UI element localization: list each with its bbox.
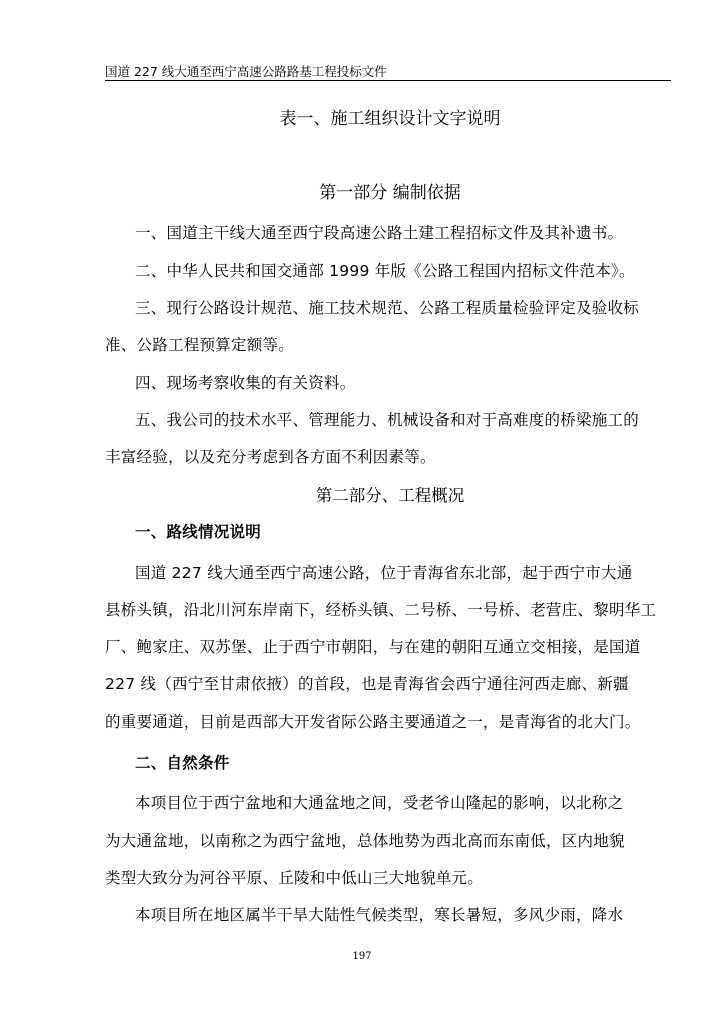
part1-item-3-cont: 准、公路工程预算定额等。 — [105, 336, 295, 354]
route-line-2: 县桥头镇，沿北川河东岸南下，经桥头镇、二号桥、一号桥、老营庄、黎明华工 — [105, 601, 657, 619]
header-rule — [105, 80, 671, 81]
nature-line-4: 本项目所在地区属半干旱大陆性气候类型，寒长暑短，多风少雨，降水 — [135, 906, 624, 924]
part1-item-3: 三、现行公路设计规范、施工技术规范、公路工程质量检验评定及验收标 — [135, 299, 640, 317]
part1-heading: 第一部分 编制依据 — [319, 183, 461, 203]
part1-item-1: 一、国道主干线大通至西宁段高速公路土建工程招标文件及其补遗书。 — [135, 224, 624, 242]
part2-heading: 第二部分、工程概况 — [315, 486, 465, 505]
nature-line-1: 本项目位于西宁盆地和大通盆地之间，受老爷山隆起的影响，以北称之 — [135, 794, 624, 812]
part1-item-5: 五、我公司的技术水平、管理能力、机械设备和对于高难度的桥梁施工的 — [135, 411, 640, 429]
part1-item-4: 四、现场考察收集的有关资料。 — [135, 374, 356, 392]
page-number: 197 — [352, 951, 372, 962]
running-header: 国道 227 线大通至西宁高速公路路基工程投标文件 — [105, 64, 387, 79]
part1-item-2: 二、中华人民共和国交通部 1999 年版《公路工程国内招标文件范本》。 — [135, 262, 635, 280]
document-title: 表一、施工组织设计文字说明 — [279, 109, 501, 129]
route-line-3: 厂、鲍家庄、双苏堡、止于西宁市朝阳，与在建的朝阳互通立交相接，是国道 — [105, 638, 641, 656]
nature-line-2: 为大通盆地，以南称之为西宁盆地，总体地势为西北高而东南低，区内地貌 — [105, 832, 625, 850]
section-nature-heading: 二、自然条件 — [135, 754, 230, 772]
nature-line-3: 类型大致分为河谷平原、丘陵和中低山三大地貌单元。 — [105, 869, 484, 887]
section-route-heading: 一、路线情况说明 — [135, 523, 262, 541]
route-line-1: 国道 227 线大通至西宁高速公路，位于青海省东北部，起于西宁市大通 — [135, 564, 633, 582]
route-line-4: 227 线（西宁至甘肃依掖）的首段，也是青海省会西宁通往河西走廊、新疆 — [105, 675, 629, 693]
route-line-5: 的重要通道，目前是西部大开发省际公路主要通道之一，是青海省的北大门。 — [105, 713, 641, 731]
part1-item-5-cont: 丰富经验，以及充分考虑到各方面不利因素等。 — [105, 448, 436, 466]
